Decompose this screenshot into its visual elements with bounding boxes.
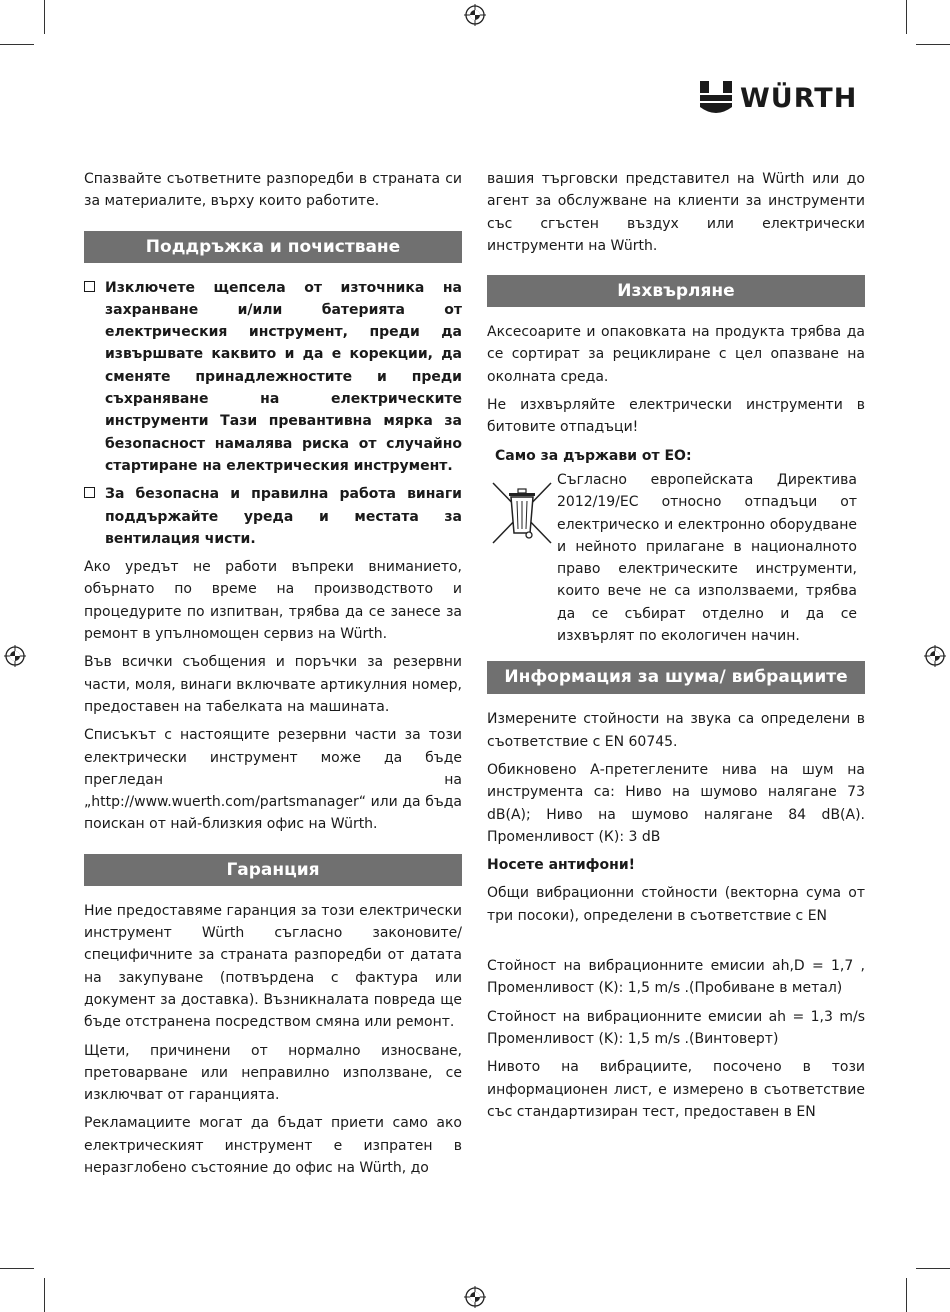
paragraph: Щети, причинени от нормално износване, претоварване или неправилно използване, се изключват от гаранцията. [84, 1042, 462, 1104]
crossed-out-wheelie-bin-icon [487, 479, 557, 549]
crop-mark [906, 1278, 907, 1312]
paragraph: Рекламациите могат да бъдат приети само ако електрическият инструмент е изпратен в неразглобено състояние до офис на Würth, до [84, 1115, 462, 1176]
registration-mark-icon [4, 645, 26, 667]
crop-mark [44, 0, 45, 34]
paragraph: Ние предоставяме гаранция за този електрически инструмент Würth съгласно законовите/ специфичните за страната разпоредби от датата на закупуване (потвърдена с фактура или документ за доставка). Възникналата повреда ще бъде отстранена посредством смяна или ремонт. [84, 902, 462, 1031]
section-heading-maintenance: Поддръжка и почистване [84, 231, 462, 263]
paragraph: Ако уредът не работи въпреки вниманието, обърнато по време на производството и процедурите по изпитван, трябва да се занесе за ремонт в упълномощен сервиз на Würth. [84, 559, 462, 643]
wurth-logo-icon [700, 81, 732, 115]
crop-mark [44, 1278, 45, 1312]
crop-mark [916, 1268, 950, 1269]
eu-label: Само за държави от ЕО: [495, 447, 692, 464]
eu-directive-text: Съгласно европейската Директива 2012/19/ЕС относно отпадъци от електрическо и електронно оборудване и нейното прилагане в националното право електрическите инструменти, които вече не са използваеми, трябва да се събират отделно и да се изхвърлят по екологичен начин. [557, 471, 857, 645]
list-item [84, 277, 462, 478]
vibration-value-screwdriver: Стойност на вибрационните емисии ah = 1,3 m/s Променливост (K): 1,5 m/s .(Винтоверт) [487, 1008, 865, 1047]
crop-mark [0, 44, 34, 45]
ear-protection-note: Носете антифони! [487, 857, 636, 874]
registration-mark-icon [464, 1286, 486, 1308]
vibration-value-drilling: Стойност на вибрационните емисии ah,D = 1,7 , Променливост (K): 1,5 m/s .(Пробиване в метал) [487, 958, 865, 997]
paragraph: Във всички съобщения и поръчки за резервни части, моля, винаги включвате артикулния номер, предоставен на табелката на машината. [84, 654, 462, 715]
paragraph: Аксесоарите и опаковката на продукта трябва да се сортират за рециклиране с цел опазване на околната среда. [487, 324, 865, 385]
crop-mark [0, 1268, 34, 1269]
registration-mark-icon [464, 4, 486, 26]
right-column [487, 168, 865, 1129]
intro-text: вашия търговски представител на Würth или до агент за обслужване на клиенти за инструменти със сгъстен въздух или електрически инструменти на Würth. [487, 171, 865, 254]
section-heading-warranty: Гаранция [84, 854, 462, 886]
crop-mark [916, 44, 950, 45]
checkbox-bullet-icon [84, 281, 95, 292]
paragraph: Списъкът с настоящите резервни части за този електрически инструмент може да бъде прегледан на „http://www.wuerth.com/partsmanager“ или да бъда поискан от най-близкия офис на Würth. [84, 727, 462, 833]
bullet-text: За безопасна и правилна работа винаги поддържайте уреда и местата за вентилация чисти. [105, 486, 462, 547]
section-heading-noise: Информация за шума/ вибрациите [487, 661, 865, 694]
paragraph: Не изхвърляйте електрически инструменти в битовите отпадъци! [487, 397, 865, 436]
weee-notice [487, 469, 865, 647]
crop-mark [906, 0, 907, 34]
paragraph: Измерените стойности на звука са определени в съответствие с EN 60745. [487, 711, 865, 750]
bullet-text: Изключете щепсела от източника на захранване и/или батерията от електрическия инструмент, преди да извършвате каквито и да е корекции, да сменяте принадлежностите и преди съхраняване на електрическите инструменти Тази превантивна мярка за безопасност намалява риска от случайно стартиране на електрическия инструмент. [105, 279, 462, 474]
checkbox-bullet-icon [84, 487, 95, 498]
section-heading-disposal: Изхвърляне [487, 275, 865, 307]
registration-mark-icon [924, 645, 946, 667]
left-column [84, 168, 462, 1185]
brand-name: WÜRTH [740, 82, 858, 114]
paragraph: Нивото на вибрациите, посочено в този информационен лист, е измерено в съответствие със стандартизиран тест, предоставен в EN [487, 1059, 865, 1120]
paragraph: Общи вибрационни стойности (векторна сума от три посоки), определени в съответствие с EN [487, 885, 865, 924]
intro-text: Спазвайте съответните разпоредби в страната си за материалите, върху които работите. [84, 171, 462, 210]
paragraph: Обикновено А-претеглените нива на шум на инструмента са: Ниво на шумово налягане 73 dB(A); Ниво на шумово налягане 84 dB(A). Променливост (К): 3 dB [487, 761, 865, 845]
list-item [84, 483, 462, 550]
brand-logo [700, 80, 866, 116]
